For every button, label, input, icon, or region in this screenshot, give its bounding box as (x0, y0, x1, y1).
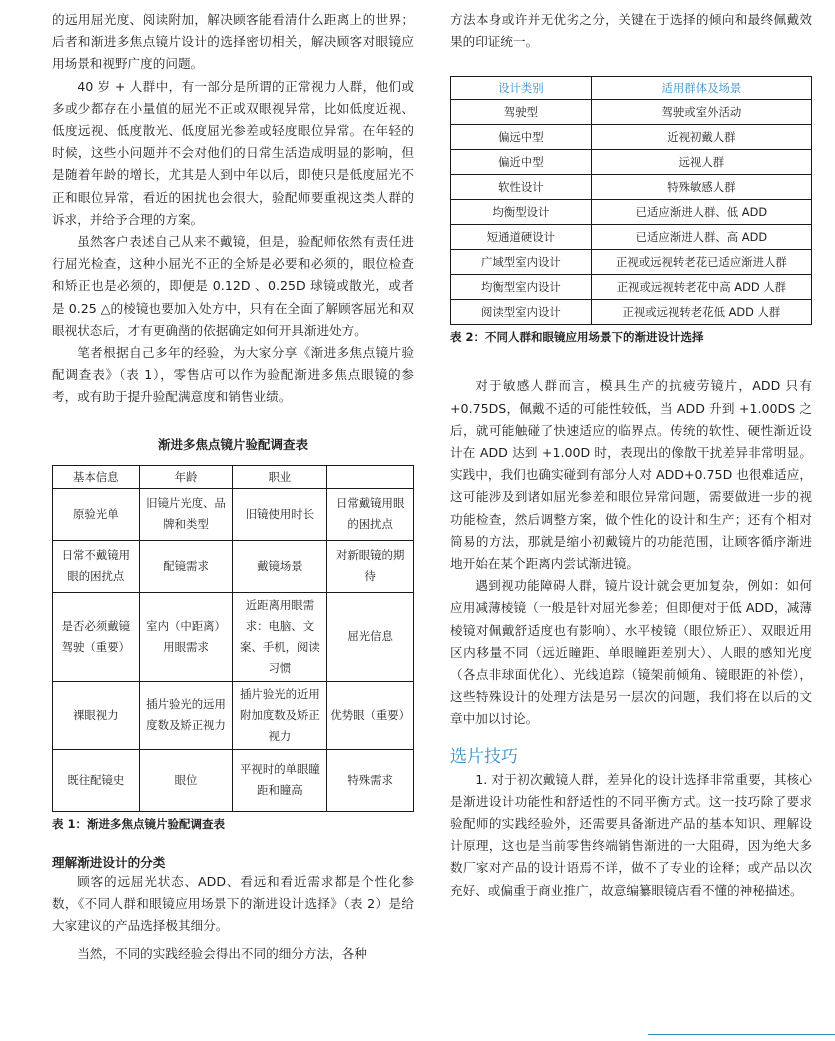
table-header-cell (327, 465, 414, 488)
table-cell: 软性设计 (451, 175, 592, 200)
table-cell: 旧镜使用时长 (233, 488, 327, 540)
right-column (450, 0, 812, 902)
paragraph: 虽然客户表述自己从来不戴镜，但是，验配师依然有责任进行屈光检查，这种小屈光不正的全矫是必要和必须的，眼位检查和矫正也是必须的，即便是 0.12D 、0.25D 球镜或散光，或者是 0.25 △的棱镜也要加入处方中，只有在全面了解顾客屈光和双眼视状态后，才有更确凿的依据确定如何开具渐进处方。 (52, 234, 414, 338)
table-header-row (451, 77, 812, 100)
table-cell: 驾驶型 (451, 100, 592, 125)
table-row (451, 250, 812, 275)
section-heading: 选片技巧 (450, 746, 518, 767)
table-cell: 既往配镜史 (53, 749, 140, 811)
table-row (53, 681, 414, 749)
table-cell: 是否必须戴镜驾驶（重要） (53, 592, 140, 681)
table-cell: 眼位 (139, 749, 233, 811)
table-row (451, 175, 812, 200)
table-cell: 近视初戴人群 (591, 125, 811, 150)
table-cell: 插片验光的近用附加度数及矫正视力 (233, 681, 327, 749)
table-cell: 戴镜场景 (233, 540, 327, 592)
table-row (451, 225, 812, 250)
paragraph: 40 岁 + 人群中，有一部分是所谓的正常视力人群，他们或多或少都存在小量值的屈光不正或双眼视异常，比如低度近视、低度远视、低度散光、低度屈光参差或轻度眼位异常。在年轻的时候，这些小问题并不会对他们的日常生活造成明显的影响，但是随着年龄的增长，尤其是人到中年以后，即使只是低度屈光不正和眼位异常，看近的困扰也会很大，验配师要重视这类人群的诉求，并给予合理的方案。 (52, 78, 414, 227)
table-header-cell: 年龄 (139, 465, 233, 488)
table-cell: 裸眼视力 (53, 681, 140, 749)
table-cell: 均衡型设计 (451, 200, 592, 225)
table-row (53, 749, 414, 811)
table2-caption: 表 2：不同人群和眼镜应用场景下的渐进设计选择 (450, 330, 704, 345)
table-row (451, 275, 812, 300)
paragraph: 1. 对于初次戴镜人群，差异化的设计选择非常重要，其核心是渐进设计功能性和舒适性的不同平衡方式。这一技巧除了要求验配师的实践经验外，还需要具备渐进产品的基本知识、理解设计原理，这也是当前零售终端销售渐进的一大阻碍，因为绝大多数厂家对产品的设计语焉不详，做不了专业的诠释；或产品以次充好、或偏重于商业推广，故意编纂眼镜店看不懂的神秘描述。 (450, 771, 812, 898)
paragraph: 顾客的远屈光状态、ADD、看远和看近需求都是个性化参数，《不同人群和眼镜应用场景下的渐进设计选择》（表 2）是给大家建议的产品选择极其细分。 (52, 873, 414, 934)
table-cell: 短通道硬设计 (451, 225, 592, 250)
table-cell: 室内（中距离）用眼需求 (139, 592, 233, 681)
paragraph: 对于敏感人群而言，模具生产的抗疲劳镜片，ADD 只有 +0.75DS，佩戴不适的可能性较低，当 ADD 升到 +1.00DS 之后，就可能触碰了快速适应的临界点。传统的软性、硬性渐近设计在 ADD 达到 +1.00D 时，表现出的像散干扰差异非常明显。实践中，我们也确实碰到有部分人对 ADD+0.75D 也很难适应，这可能涉及到诸如屈光参差和眼位异常问题，需要做进一步的视功能检查，然后调整方案，做个性化的设计和生产；还有个相对简易的方法，那就是缩小初戴镜片的功能范围，让顾客循序渐进地开始在某个距离内尝试渐进镜。 (450, 378, 812, 572)
table-cell: 正视或远视转老花已适应渐进人群 (591, 250, 811, 275)
table-row (451, 200, 812, 225)
table-cell: 原验光单 (53, 488, 140, 540)
table-row (451, 150, 812, 175)
footer-rule (648, 1034, 835, 1035)
table-cell: 特殊需求 (327, 749, 414, 811)
table-cell: 偏近中型 (451, 150, 592, 175)
table-cell: 偏远中型 (451, 125, 592, 150)
table-cell: 配镜需求 (139, 540, 233, 592)
table-row (451, 300, 812, 325)
table-cell: 旧镜片光度、品牌和类型 (139, 488, 233, 540)
table-row (53, 592, 414, 681)
table-row (53, 488, 414, 540)
table1-caption: 表 1：渐进多焦点镜片验配调查表 (52, 816, 226, 831)
table-header-cell: 职业 (233, 465, 327, 488)
table-cell: 远视人群 (591, 150, 811, 175)
table-cell: 特殊敏感人群 (591, 175, 811, 200)
design-selection-table (450, 76, 812, 325)
section-subheading: 理解渐进设计的分类 (52, 854, 166, 870)
table-cell: 阅读型室内设计 (451, 300, 592, 325)
paragraph: 当然，不同的实践经验会得出不同的细分方法，各种 (77, 946, 367, 962)
table-header-cell: 设计类别 (451, 77, 592, 100)
table-row (451, 125, 812, 150)
paragraph: 的远用屈光度、阅读附加，解决顾客能看清什么距离上的世界；后者和渐进多焦点镜片设计的选择密切相关，解决顾客对眼镜应用场景和视野广度的问题。 (52, 12, 414, 72)
left-column (52, 0, 414, 965)
table-cell: 平视时的单眼瞳距和瞳高 (233, 749, 327, 811)
table-cell: 插片验光的远用度数及矫正视力 (139, 681, 233, 749)
table-cell: 屈光信息 (327, 592, 414, 681)
table-cell: 广域型室内设计 (451, 250, 592, 275)
table-cell: 日常戴镜用眼的困扰点 (327, 488, 414, 540)
paragraph: 笔者根据自己多年的经验，为大家分享《渐进多焦点镜片验配调查表》（表 1），零售店可以作为验配渐进多焦点眼镜的参考，或有助于提升验配满意度和销售业绩。 (52, 345, 414, 405)
table-cell: 已适应渐进人群、低 ADD (591, 200, 811, 225)
table-cell: 日常不戴镜用眼的困扰点 (53, 540, 140, 592)
paragraph: 遇到视功能障碍人群，镜片设计就会更加复杂，例如：如何应用减薄棱镜（一般是针对屈光参差；但即便对于低 ADD，减薄棱镜对佩戴舒适度也有影响）、水平棱镜（眼位矫正）、双眼近用区内移量不同（远近瞳距、单眼瞳距差别大）、人眼的感知光度（各点非球面优化）、光线追踪（镜架前倾角、镜眼距的补偿），这些特殊设计的处理方法是另一层次的问题，我们将在以后的文章中加以讨论。 (450, 578, 812, 727)
table-header-row (53, 465, 414, 488)
table-cell: 驾驶或室外活动 (591, 100, 811, 125)
table1-title: 渐进多焦点镜片验配调查表 (157, 436, 308, 452)
table-row (53, 540, 414, 592)
table-cell: 近距离用眼需求：电脑、文案、手机，阅读习惯 (233, 592, 327, 681)
table-row (451, 100, 812, 125)
table-cell: 均衡型室内设计 (451, 275, 592, 300)
paragraph: 方法本身或许并无优劣之分，关键在于选择的倾向和最终佩戴效果的印证统一。 (450, 12, 812, 50)
table-cell: 正视或远视转老花低 ADD 人群 (591, 300, 811, 325)
table-cell: 已适应渐进人群、高 ADD (591, 225, 811, 250)
table-cell: 正视或远视转老花中高 ADD 人群 (591, 275, 811, 300)
table-cell: 优势眼（重要） (327, 681, 414, 749)
table-header-cell: 适用群体及场景 (591, 77, 811, 100)
survey-table (52, 465, 414, 812)
table-header-cell: 基本信息 (53, 465, 140, 488)
table-cell: 对新眼镜的期待 (327, 540, 414, 592)
